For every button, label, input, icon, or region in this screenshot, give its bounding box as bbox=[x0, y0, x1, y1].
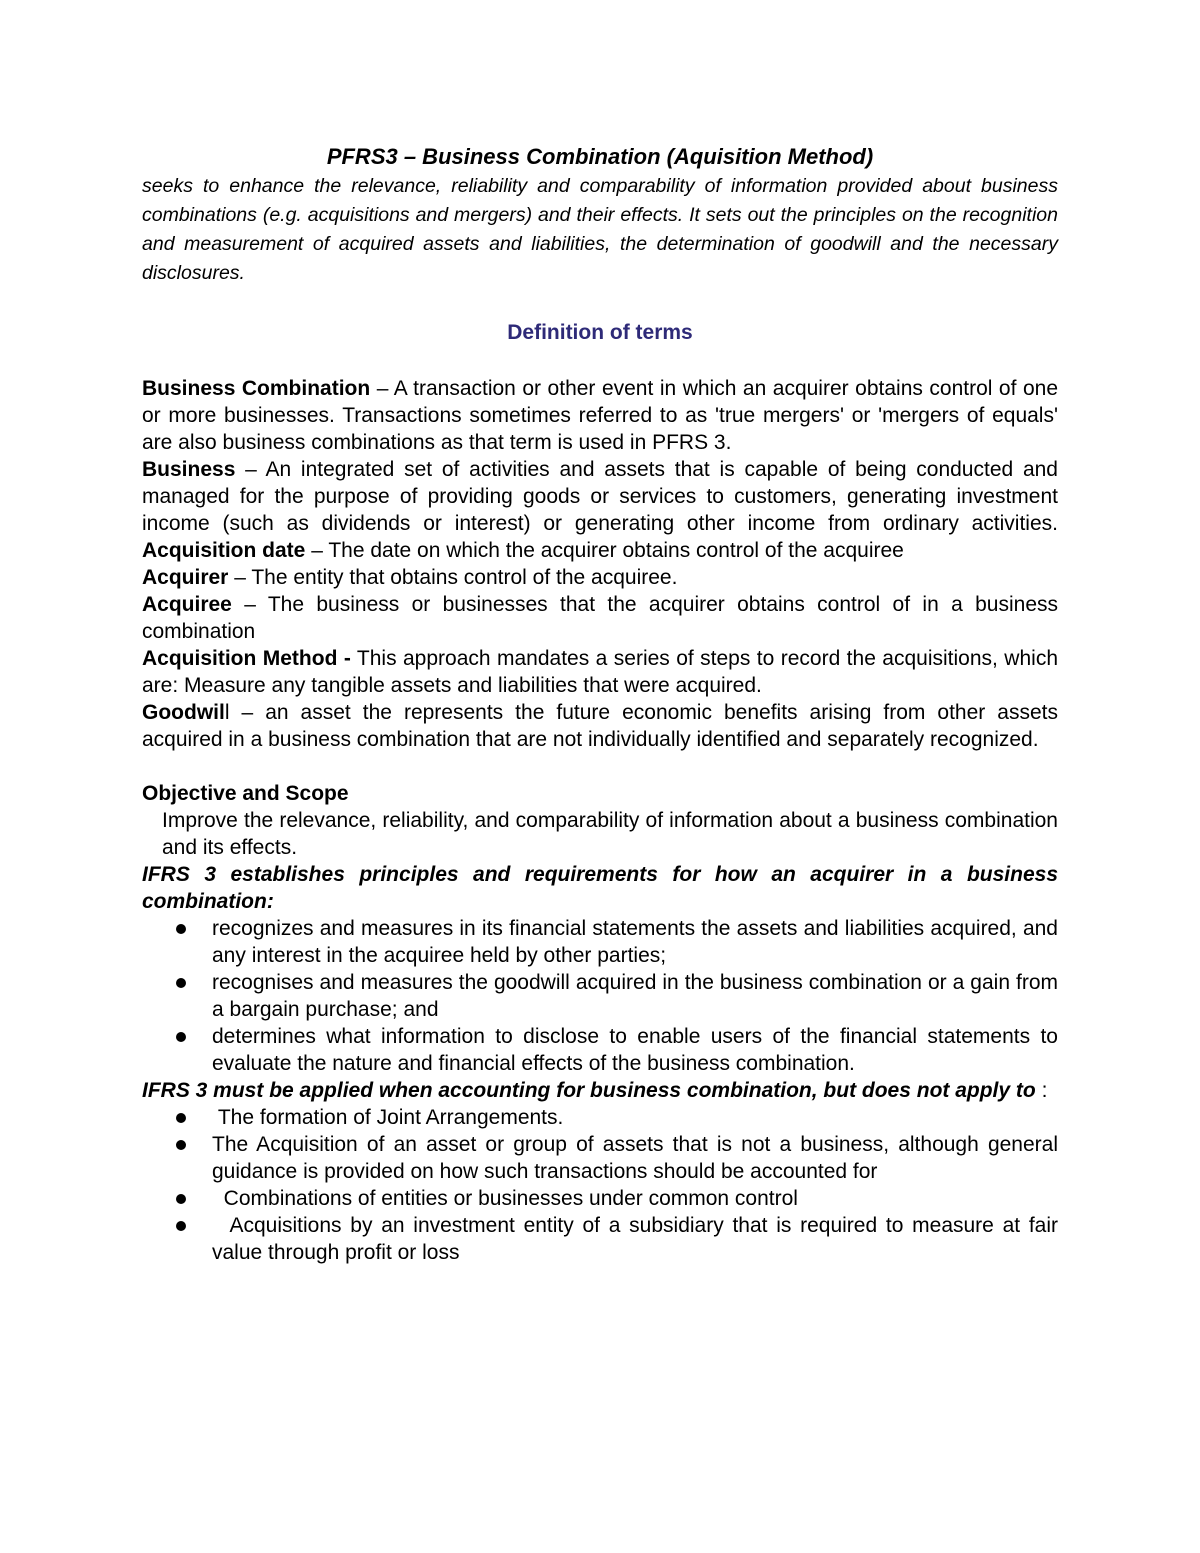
document-title: PFRS3 – Business Combination (Aquisition Method) bbox=[326, 144, 874, 169]
bullet-icon bbox=[176, 924, 186, 934]
list-item-text: Combinations of entities or businesses under common control bbox=[212, 1187, 798, 1210]
list-item-text: recognises and measures the goodwill acquired in the business combination or a gain from a bargain purchase; and bbox=[212, 971, 1058, 1021]
text-business-combination: – A transaction or other event in which an acquirer obtains control of one or more businesses. Transactions sometimes referred to as 'true mergers' or 'mergers of equals' are also business combinations as that term is used in PFRS 3. bbox=[142, 377, 1059, 454]
establishes-list bbox=[142, 915, 1058, 1077]
not-apply-heading: IFRS 3 must be applied when accounting for business combination, but does not apply to bbox=[142, 1079, 1036, 1102]
definition-business bbox=[142, 456, 1058, 564]
definition-acquirer bbox=[142, 564, 1058, 591]
list-item bbox=[142, 1185, 1058, 1212]
term-business-combination: Business Combination bbox=[142, 377, 371, 400]
bullet-icon bbox=[176, 1140, 186, 1150]
list-item-text: The formation of Joint Arrangements. bbox=[212, 1106, 564, 1129]
list-item-text: recognizes and measures in its financial statements the assets and liabilities acquired, and any interest in the acquiree held by other parties; bbox=[212, 917, 1058, 967]
text-acquirer: – The entity that obtains control of the acquiree. bbox=[228, 566, 678, 589]
list-item bbox=[142, 1131, 1058, 1185]
list-item bbox=[142, 1104, 1058, 1131]
list-item-text: determines what information to disclose to enable users of the financial statements to evaluate the nature and financial effects of the business combination. bbox=[212, 1025, 1058, 1075]
text-acquisition-method: This approach mandates a series of steps to record the acquisitions, which are: Measure any tangible assets and liabilities that were acquired. bbox=[142, 647, 1058, 697]
term-goodwill: Goodwil bbox=[142, 701, 225, 724]
definitions-heading: Definition of terms bbox=[507, 321, 693, 344]
not-apply-list bbox=[142, 1104, 1064, 1266]
objective-text: Improve the relevance, reliability, and comparability of information about a business combination and its effects. bbox=[162, 809, 1058, 859]
bullet-icon bbox=[176, 1113, 186, 1123]
text-acquisition-date: – The date on which the acquirer obtains control of the acquiree bbox=[305, 539, 904, 562]
definition-acquisition-method bbox=[142, 645, 1058, 699]
not-apply-heading-line bbox=[142, 1077, 1058, 1104]
list-item bbox=[142, 969, 1058, 1023]
text-business: – An integrated set of activities and assets that is capable of being conducted and managed for the purpose of providing goods or services to customers, generating investment income (such as dividends or interest) or generating other income from ordinary activities. bbox=[142, 458, 1058, 535]
term-business: Business bbox=[142, 458, 236, 481]
bullet-icon bbox=[176, 978, 186, 988]
term-acquiree: Acquiree bbox=[142, 593, 232, 616]
list-item bbox=[142, 1212, 1064, 1266]
definition-goodwill bbox=[142, 699, 1058, 753]
list-item bbox=[142, 1023, 1058, 1077]
intro-paragraph: seeks to enhance the relevance, reliability and comparability of information provided about business combinations (e.g. acquisitions and mergers) and their effects. It sets out the principles on the recognition and measurement of acquired assets and liabilities, the determination of goodwill and the necessary disclosures. bbox=[142, 175, 1058, 284]
establishes-heading: IFRS 3 establishes principles and requirements for how an acquirer in a business combination: bbox=[142, 863, 1058, 913]
not-apply-suffix: : bbox=[1035, 1079, 1048, 1102]
text-acquiree: – The business or businesses that the acquirer obtains control of in a business combination bbox=[142, 593, 1058, 643]
term-acquisition-method: Acquisition Method - bbox=[142, 647, 351, 670]
bullet-icon bbox=[176, 1221, 186, 1231]
spacer bbox=[142, 348, 1058, 375]
objective-heading: Objective and Scope bbox=[142, 782, 349, 805]
list-item-text: The Acquisition of an asset or group of assets that is not a business, although general guidance is provided on how such transactions should be accounted for bbox=[212, 1133, 1058, 1183]
bullet-icon bbox=[176, 1032, 186, 1042]
list-item-text: Acquisitions by an investment entity of a subsidiary that is required to measure at fair value through profit or loss bbox=[212, 1214, 1064, 1264]
bullet-icon bbox=[176, 1194, 186, 1204]
spacer bbox=[142, 753, 1058, 780]
definition-business-combination bbox=[142, 375, 1058, 456]
definition-acquiree bbox=[142, 591, 1058, 645]
term-acquirer: Acquirer bbox=[142, 566, 229, 589]
term-acquisition-date: Acquisition date bbox=[142, 539, 306, 562]
list-item bbox=[142, 915, 1058, 969]
text-goodwill: l – an asset the represents the future economic benefits arising from other assets acquired in a business combination that are not individually identified and separately recognized. bbox=[142, 701, 1058, 751]
